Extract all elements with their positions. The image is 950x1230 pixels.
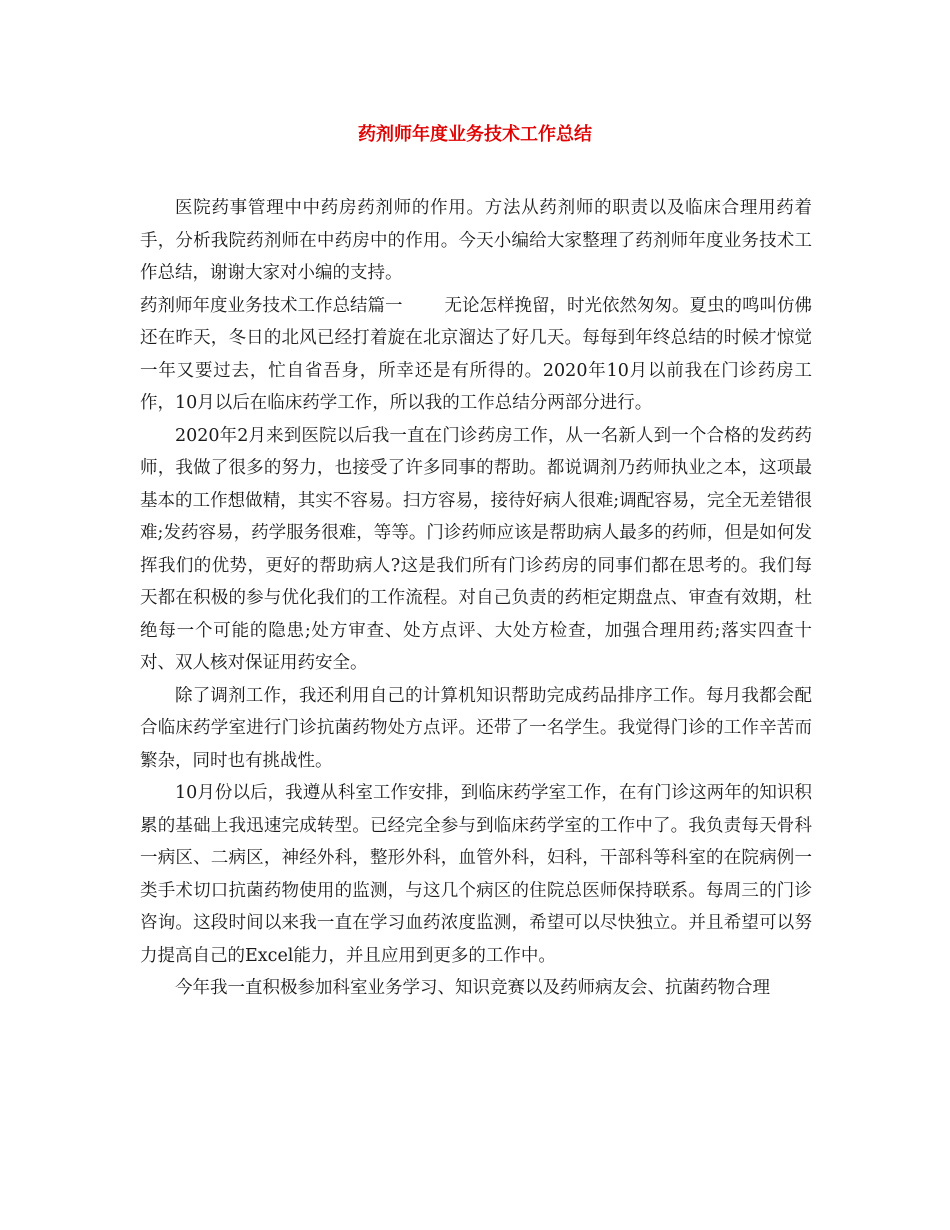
document-body	[140, 192, 812, 1005]
section-heading: 药剂师年度业务技术工作总结篇一	[140, 295, 403, 316]
paragraph-outpatient-pharmacy: 2020年2月来到医院以后我一直在门诊药房工作，从一名新人到一个合格的发药药师，我做了很多的努力，也接受了许多同事的帮助。都说调剂乃药师执业之本，这项最基本的工作想做精，其实不容易。扫方容易，接待好病人很难;调配容易，完全无差错很难;发药容易，药学服务很难，等等。门诊药师应该是帮助病人最多的药师，但是如何发挥我们的优势，更好的帮助病人?这是我们所有门诊药房的同事们都在思考的。我们每天都在积极的参与优化我们的工作流程。对自己负责的药柜定期盘点、审查有效期，杜绝每一个可能的隐患;处方审查、处方点评、大处方检查，加强合理用药;落实四查十对、双人核对保证用药安全。	[140, 425, 812, 673]
section-one-text: 无论怎样挽留，时光依然匆匆。夏虫的鸣叫仿佛还在昨天，冬日的北风已经打着旋在北京溜达了好几天。每每到年终总结的时候才惊觉一年又要过去，忙自省吾身，所幸还是有所得的。2020年10月以前我在门诊药房工作，10月以后在临床药学工作，所以我的工作总结分两部分进行。	[140, 295, 812, 413]
paragraph-clinical-pharmacy: 10月份以后，我遵从科室工作安排，到临床药学室工作，在有门诊这两年的知识积累的基础上我迅速完成转型。已经完全参与到临床药学室的工作中了。我负责每天骨科一病区、二病区，神经外科，整形外科，血管外科，妇科，干部科等科室的在院病例一类手术切口抗菌药物使用的监测，与这几个病区的住院总医师保持联系。每周三的门诊咨询。这段时间以来我一直在学习血药浓度监测，希望可以尽快独立。并且希望可以努力提高自己的Excel能力，并且应用到更多的工作中。	[140, 783, 812, 966]
document-title: 药剂师年度业务技术工作总结	[358, 124, 592, 145]
paragraph-intro: 医院药事管理中中药房药剂师的作用。方法从药剂师的职责以及临床合理用药着手，分析我院药剂师在中药房中的作用。今天小编给大家整理了药剂师年度业务技术工作总结，谢谢大家对小编的支持。	[140, 198, 812, 283]
paragraph-dispensing-work: 除了调剂工作，我还利用自己的计算机知识帮助完成药品排序工作。每月我都会配合临床药学室进行门诊抗菌药物处方点评。还带了一名学生。我觉得门诊的工作辛苦而繁杂，同时也有挑战性。	[140, 685, 812, 771]
paragraph-annual-study: 今年我一直积极参加科室业务学习、知识竞赛以及药师病友会、抗菌药物合理	[175, 978, 770, 998]
paragraph-section-one	[140, 290, 812, 420]
